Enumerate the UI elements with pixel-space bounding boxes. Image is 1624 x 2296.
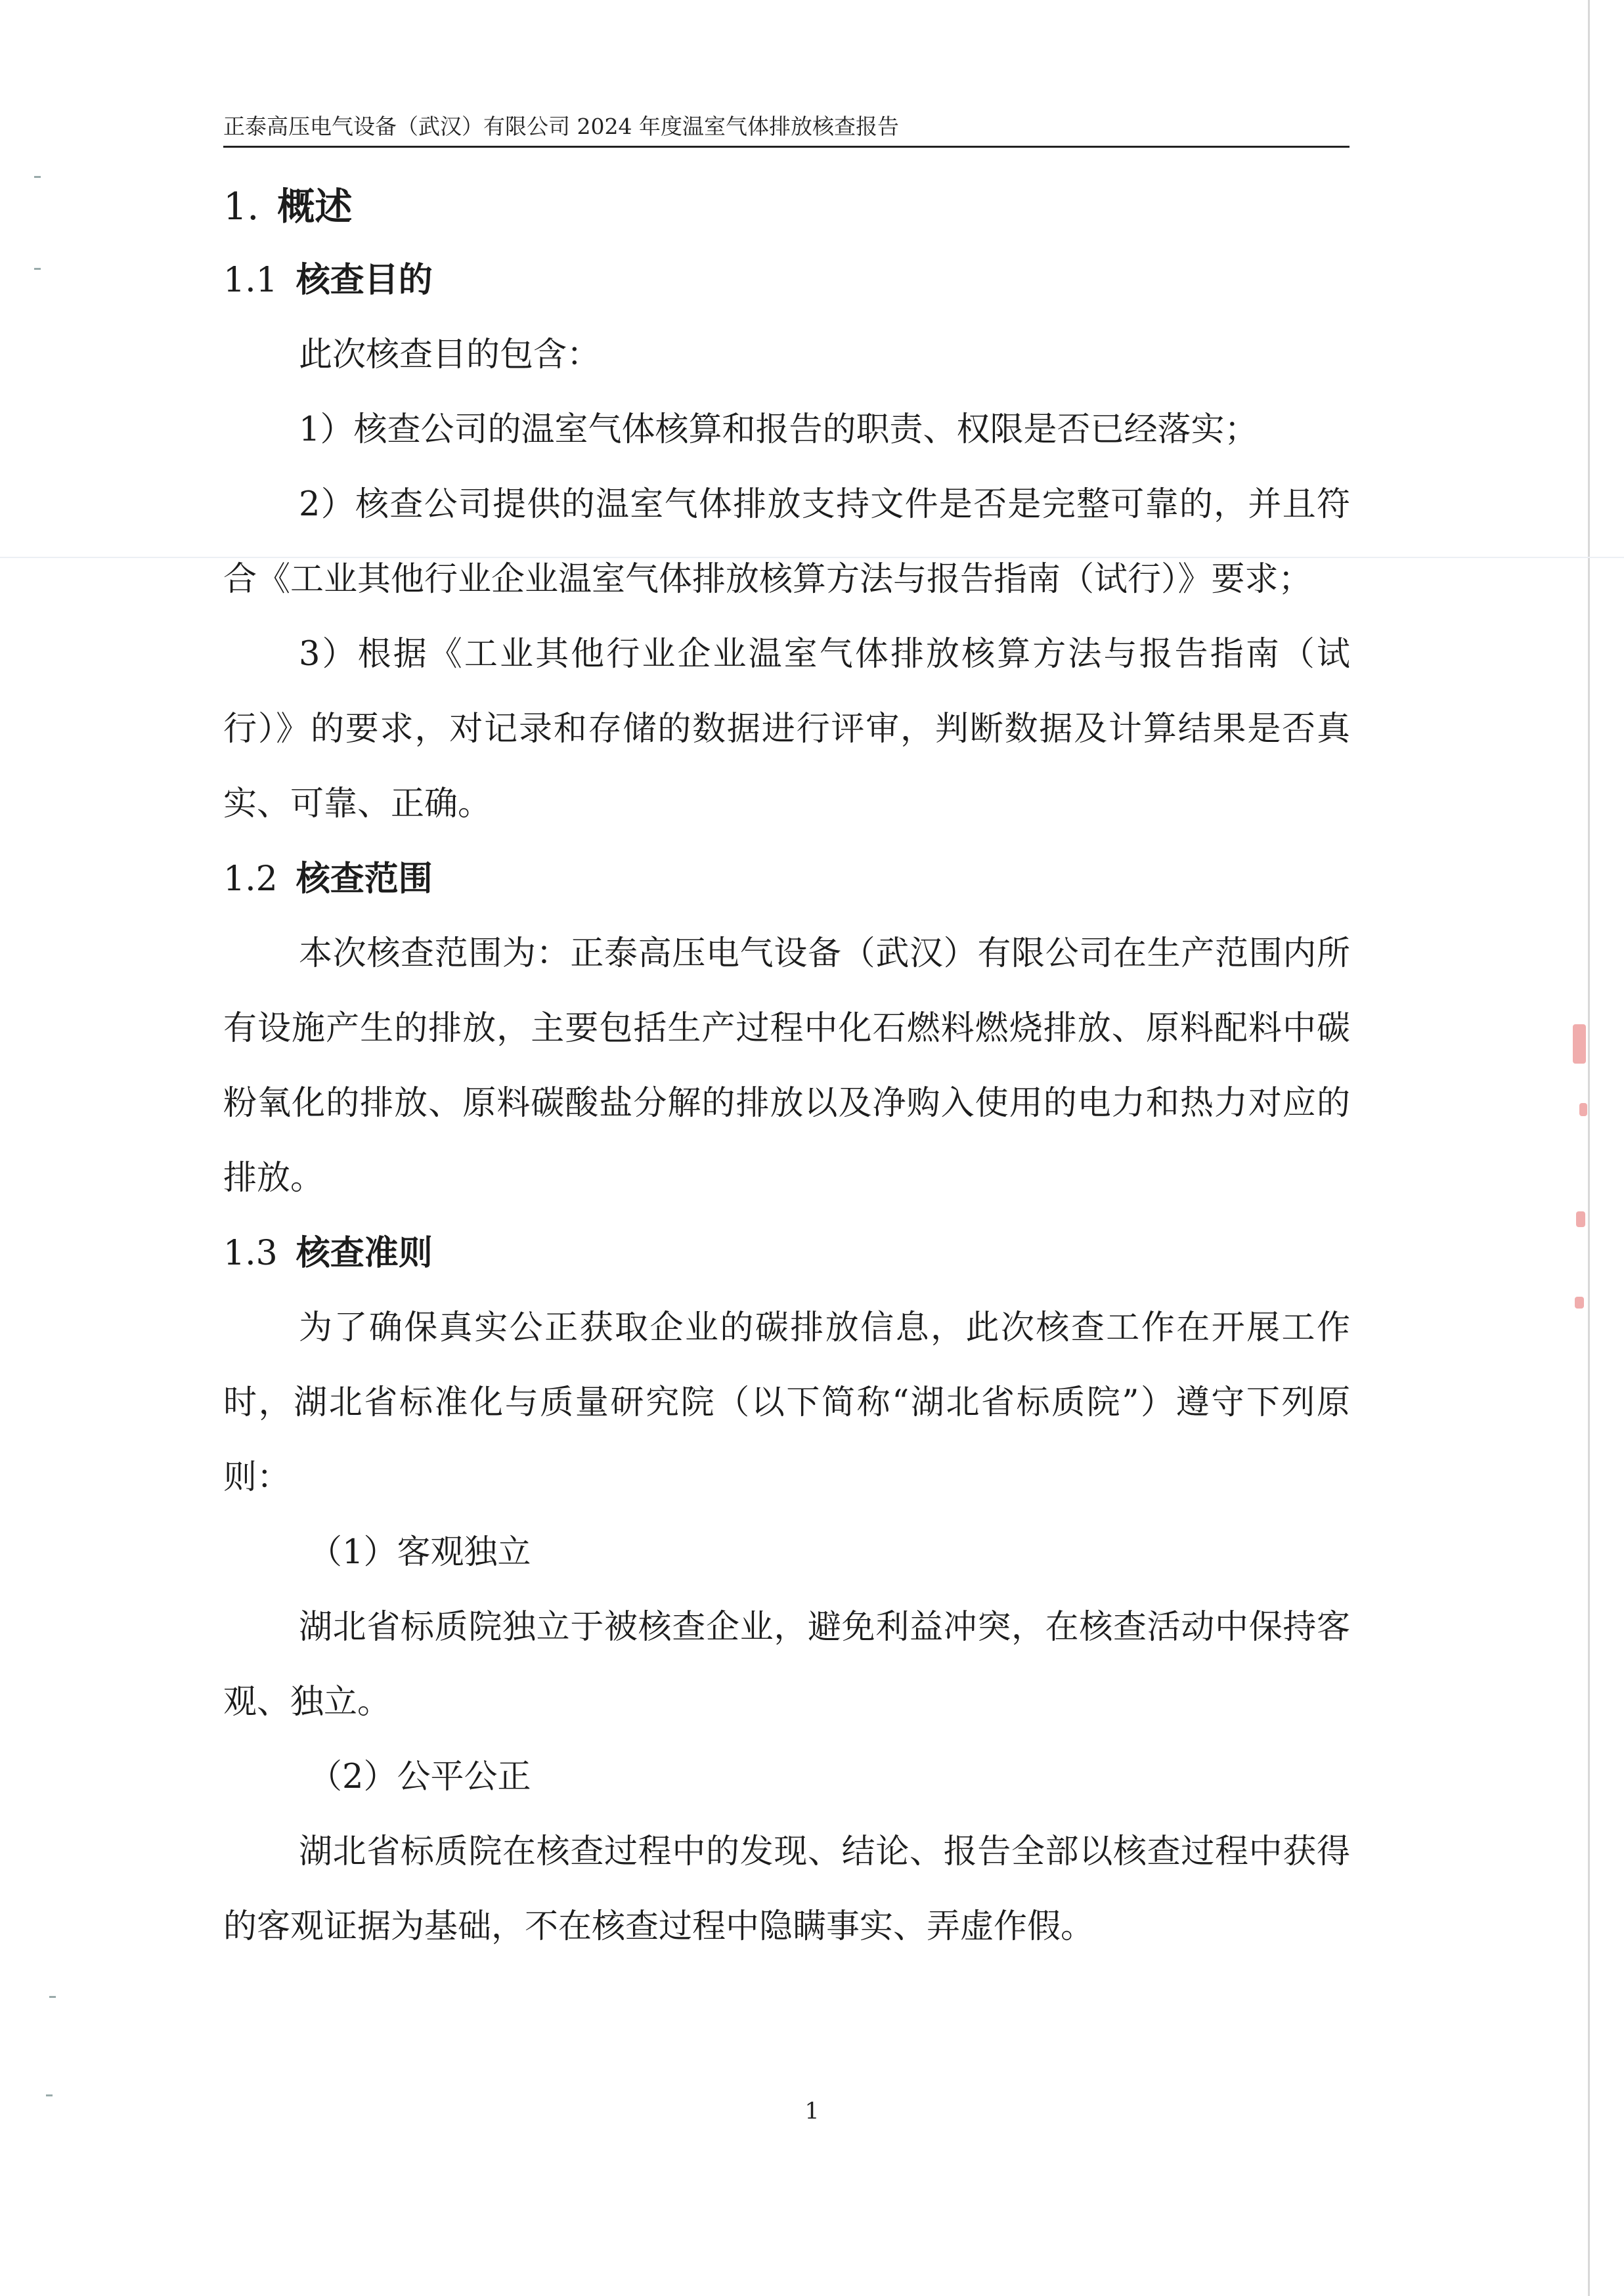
report-body [223,171,1350,1964]
subsection-number: 1.2 [223,859,278,899]
scan-speck [49,1996,56,1998]
section-number: 1. [223,185,259,228]
section-heading [223,171,1350,243]
paragraph: 湖北省标质院在核查过程中的发现、结论、报告全部以核查过程中获得的客观证据为基础，不在核查过程中隐瞒事实、弄虚作假。 [223,1832,1350,1946]
seal-fragment [1573,1024,1586,1064]
paragraph: 湖北省标质院独立于被核查企业，避免利益冲突，在核查活动中保持客观、独立。 [223,1608,1350,1722]
principle-title: （1）客观独立 [309,1533,531,1572]
subsection-heading [223,243,1350,318]
subsection-number: 1.1 [223,261,278,300]
paragraph: 本次核查范围为：正泰高压电气设备（武汉）有限公司在生产范围内所有设施产生的排放，主要包括生产过程中化石燃料燃烧排放、原料配料中碳粉氧化的排放、原料碳酸盐分解的排放以及净购入使用的电力和热力对应的排放。 [223,934,1350,1198]
seal-fragment [1575,1297,1584,1309]
scan-speck [34,176,41,178]
subsection-title: 核查范围 [296,859,433,899]
subsection-title: 核查准则 [296,1233,433,1273]
list-item: 3）根据《工业其他行业企业温室气体排放核算方法与报告指南（试行）》的要求，对记录和存储的数据进行评审，判断数据及计算结果是否真实、可靠、正确。 [223,635,1350,823]
subsection-heading [223,1216,1350,1291]
scan-speck [46,2094,53,2096]
page-header: 正泰高压电气设备（武汉）有限公司 2024 年度温室气体排放核查报告 [223,110,1350,148]
page-number: 1 [804,2098,820,2125]
scan-speck [34,268,41,270]
list-item: 2）核查公司提供的温室气体排放支持文件是否是完整可靠的，并且符合《工业其他行业企业温室气体排放核算方法与报告指南（试行）》要求； [223,485,1350,599]
paragraph: 此次核查目的包含： [299,336,601,374]
seal-fragment [1576,1211,1585,1227]
seal-fragment [1579,1103,1587,1116]
principle-title: （2）公平公正 [309,1758,531,1796]
section-title: 概述 [277,184,353,228]
list-item: 1）核查公司的温室气体核算和报告的职责、权限是否已经落实； [299,410,1258,449]
subsection-heading [223,842,1350,917]
paragraph: 为了确保真实公正获取企业的碳排放信息，此次核查工作在开展工作时，湖北省标准化与质量研究院（以下简称“湖北省标质院”）遵守下列原则： [223,1309,1350,1497]
scan-edge-line [1588,0,1590,2296]
subsection-number: 1.3 [223,1234,278,1273]
subsection-title: 核查目的 [296,260,433,300]
